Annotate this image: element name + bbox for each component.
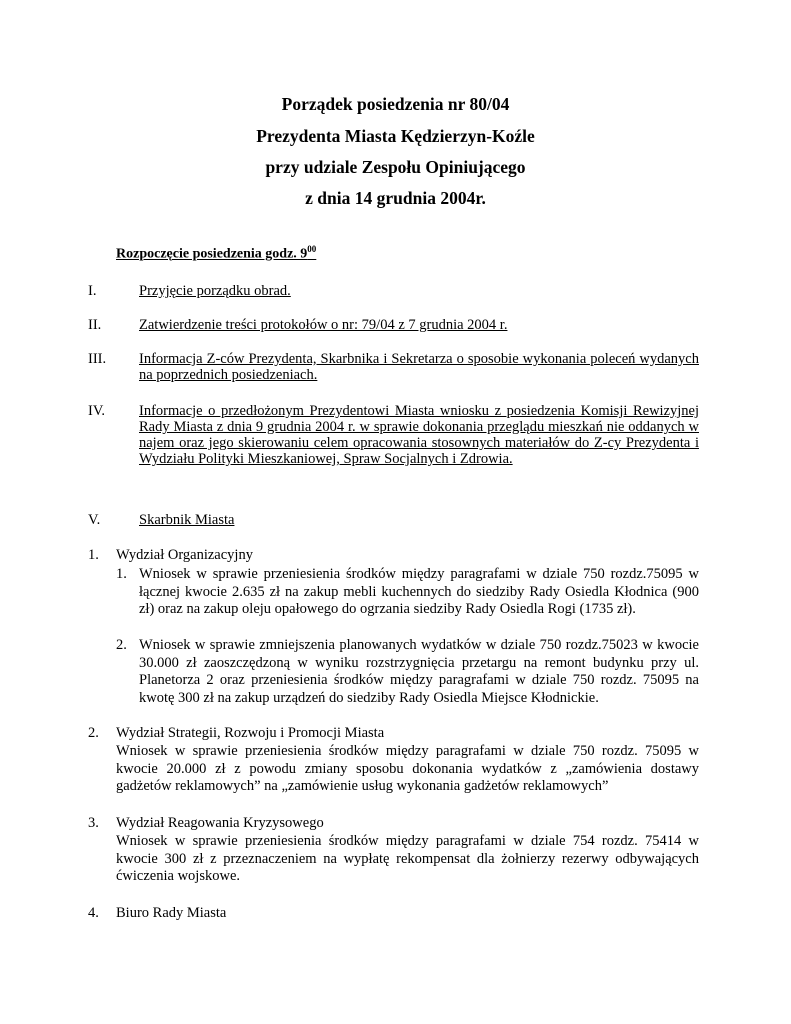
section-num-2: 2. (88, 725, 99, 741)
title-line-2: Prezydenta Miasta Kędzierzyn-Koźle (256, 126, 535, 146)
section-title-2: Wydział Strategii, Rozwoju i Promocji Miasta (116, 725, 385, 741)
section-title-3: Wydział Reagowania Kryzysowego (116, 815, 324, 831)
roman-num-2: II. (88, 317, 102, 333)
session-start (116, 244, 316, 263)
sub-text-2: Wniosek w sprawie zmniejszenia planowanych wydatków w dziale 750 rozdz.75023 w kwocie 30.000 zł zaoszczędzoną w wyniku rozstrzygnięcia przetargu na remont budynku przy ul. Planetorza 2 oraz przeniesienia środków między paragrafami w dziale 750 rozdz. 75095 na kwotę 300 zł na zakup urządzeń do siedziby Rady Osiedla Miejsce Kłodnickie. (139, 637, 699, 706)
section-title-1: Wydział Organizacyjny (116, 547, 253, 563)
roman-text-3: Informacja Z-ców Prezydenta, Skarbnika i Sekretarza o sposobie wykonania poleceń wydanych na poprzednich posiedzeniach. (139, 351, 699, 383)
section-title-4: Biuro Rady Miasta (116, 905, 227, 921)
session-start-minutes: 00 (307, 244, 317, 254)
roman-num-3: III. (88, 351, 107, 367)
section-text-3: Wniosek w sprawie przeniesienia środków między paragrafami w dziale 754 rozdz. 75414 w kwocie 300 zł z przeznaczeniem na wypłatę rekompensat dla żołnierzy rezerwy odbywających ćwiczenia wojskowe. (116, 833, 699, 884)
roman-text-2: Zatwierdzenie treści protokołów o nr: 79/04 z 7 grudnia 2004 r. (139, 317, 508, 333)
roman-text-4: Informacje o przedłożonym Prezydentowi Miasta wniosku z posiedzenia Komisji Rewizyjnej Rady Miasta z dnia 9 grudnia 2004 r. w sprawie dokonania przeglądu mieszkań nie oddanych w najem oraz jego skierowaniu celem opracowania stosownych materiałów do Z-cy Prezydenta i Wydziału Polityki Mieszkaniowej, Spraw Socjalnych i Zdrowia. (139, 403, 699, 467)
sub-text-1: Wniosek w sprawie przeniesienia środków między paragrafami w dziale 750 rozdz.75095 w łącznej kwocie 2.635 zł na zakup mebli kuchennych do siedziby Rady Osiedla Kłodnica (900 zł) oraz na zakup oleju opałowego do ogrzania siedziby Rady Osiedla Rogi (1735 zł). (139, 566, 699, 617)
session-start-text: Rozpoczęcie posiedzenia godz. 9 (116, 246, 308, 262)
section-text-2: Wniosek w sprawie przeniesienia środków między paragrafami w dziale 750 rozdz. 75095 w kwocie 20.000 zł z powodu zmiany sposobu dokonania wydatków z „zamówienia dostawy gadżetów reklamowych” na „zamówienie usług wykonania gadżetów reklamowych” (116, 743, 699, 794)
section-num-1: 1. (88, 547, 99, 563)
section-num-4: 4. (88, 905, 99, 921)
roman-num-1: I. (88, 283, 97, 299)
roman-text-1: Przyjęcie porządku obrad. (139, 283, 291, 299)
title-line-1: Porządek posiedzenia nr 80/04 (281, 94, 510, 114)
roman-text-5: Skarbnik Miasta (139, 512, 235, 528)
title-line-3: przy udziale Zespołu Opiniującego (265, 157, 526, 177)
roman-num-5: V. (88, 512, 101, 528)
sub-num-1: 1. (116, 566, 127, 582)
roman-num-4: IV. (88, 403, 106, 419)
sub-num-2: 2. (116, 637, 127, 653)
section-num-3: 3. (88, 815, 99, 831)
title-line-4: z dnia 14 grudnia 2004r. (305, 188, 486, 208)
